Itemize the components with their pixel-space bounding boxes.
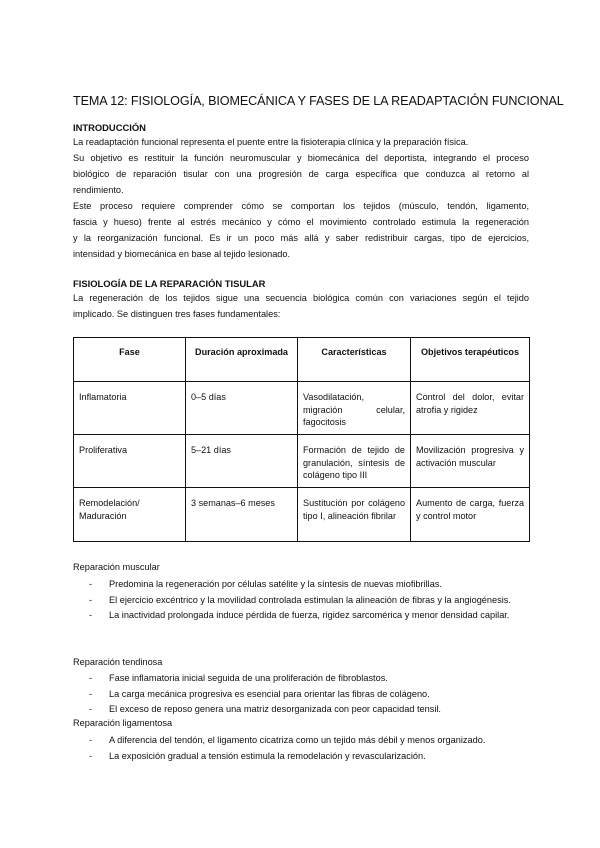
physiology-line: implicado. Se distinguen tres fases fundamentales: — [73, 309, 281, 319]
table-cell: Aumento de carga, fuerza y control motor — [411, 488, 530, 542]
table-row — [74, 382, 530, 435]
list-item: - A diferencia del tendón, el ligamento cicatriza como un tejido más débil y menos organizado. — [89, 733, 529, 749]
list-item: - El exceso de reposo genera una matriz desorganizada con peor capacidad tensil. — [89, 702, 529, 718]
list-item: - La inactividad prolongada induce pérdida de fuerza, rigidez sarcomérica y menor densidad capilar. — [89, 608, 529, 624]
table-cell: Sustitución por colágeno tipo I, alineación fibrilar — [298, 488, 411, 542]
intro-line: fascia y hueso) frente al estrés mecánico y cómo el movimiento controlado estimula la regeneración — [73, 217, 529, 227]
intro-line: rendimiento. — [73, 185, 124, 195]
intro-line: biológico de reparación tisular con una progresión de carga específica que conduzca al retorno al — [73, 169, 529, 179]
ligamentosa-bullet-list — [89, 733, 529, 764]
section-label-tendinosa: Reparación tendinosa — [73, 657, 163, 667]
table-cell: 3 semanas–6 meses — [186, 488, 298, 542]
bullet-dash: - — [89, 579, 93, 589]
table-cell: Remodelación/ Maduración — [74, 488, 186, 542]
section-label-muscular: Reparación muscular — [73, 562, 160, 572]
bullet-dash: - — [89, 610, 93, 620]
table-row — [74, 435, 530, 488]
table-cell: Proliferativa — [74, 435, 186, 488]
intro-line: La readaptación funcional representa el puente entre la fisioterapia clínica y la preparación física. — [73, 137, 469, 147]
intro-paragraph — [73, 134, 529, 262]
intro-line: y la reorganización funcional. Es ir un poco más allá y saber redistribuir cargas, tipo de ejercicios, — [73, 233, 529, 243]
list-item: - Predomina la regeneración por células satélite y la síntesis de nuevas miofibrillas. — [89, 577, 529, 593]
table-cell: 0–5 días — [186, 382, 298, 435]
table-header-row — [74, 338, 530, 382]
list-item: - El ejercicio excéntrico y la movilidad controlada estimulan la alineación de fibras y la angiogénesis. — [89, 593, 529, 609]
table-cell: Control del dolor, evitar atrofia y rigidez — [411, 382, 530, 435]
table-cell: Movilización progresiva y activación muscular — [411, 435, 530, 488]
list-item: - La carga mecánica progresiva es esencial para orientar las fibras de colágeno. — [89, 687, 529, 703]
physiology-line: La regeneración de los tejidos sigue una secuencia biológica común con variaciones según el tejido — [73, 293, 529, 303]
intro-heading: INTRODUCCIÓN — [73, 122, 146, 133]
physiology-paragraph — [73, 290, 529, 322]
header-cell: Características — [298, 338, 411, 382]
table-cell: Vasodilatación, migración celular, fagocitosis — [298, 382, 411, 435]
muscular-bullet-list — [89, 577, 529, 624]
bullet-dash: - — [89, 750, 93, 761]
bullet-dash: - — [89, 594, 93, 605]
table-cell: 5–21 días — [186, 435, 298, 488]
bullet-dash: - — [89, 688, 93, 699]
header-cell: Objetivos terapéuticos — [411, 338, 530, 382]
document-title: TEMA 12: FISIOLOGÍA, BIOMECÁNICA Y FASES DE LA READAPTACIÓN FUNCIONAL — [73, 94, 564, 108]
intro-line: Su objetivo es restituir la función neuromuscular y biomecánica del deportista, integrando el proceso — [73, 153, 529, 163]
list-item: - Fase inflamatoria inicial seguida de una proliferación de fibroblastos. — [89, 671, 529, 687]
header-cell: Duración aproximada — [186, 338, 298, 382]
physiology-heading: FISIOLOGÍA DE LA REPARACIÓN TISULAR — [73, 278, 266, 289]
list-item: - La exposición gradual a tensión estimula la remodelación y revascularización. — [89, 749, 529, 765]
tendinosa-bullet-list — [89, 671, 529, 718]
bullet-dash: - — [89, 704, 93, 714]
intro-line: intensidad y biomecánica en base al tejido lesionado. — [73, 249, 291, 259]
table-cell: Formación de tejido de granulación, síntesis de colágeno tipo III — [298, 435, 411, 488]
bullet-dash: - — [89, 673, 93, 683]
header-cell: Fase — [74, 338, 186, 382]
section-label-ligamentosa: Reparación ligamentosa — [73, 718, 173, 728]
table-row — [74, 488, 530, 542]
table-cell: Inflamatoria — [74, 382, 186, 435]
bullet-dash: - — [89, 735, 93, 745]
repair-phases-table — [73, 337, 530, 542]
intro-line: Este proceso requiere comprender cómo se comportan los tejidos (músculo, tendón, ligamento, — [73, 201, 529, 211]
